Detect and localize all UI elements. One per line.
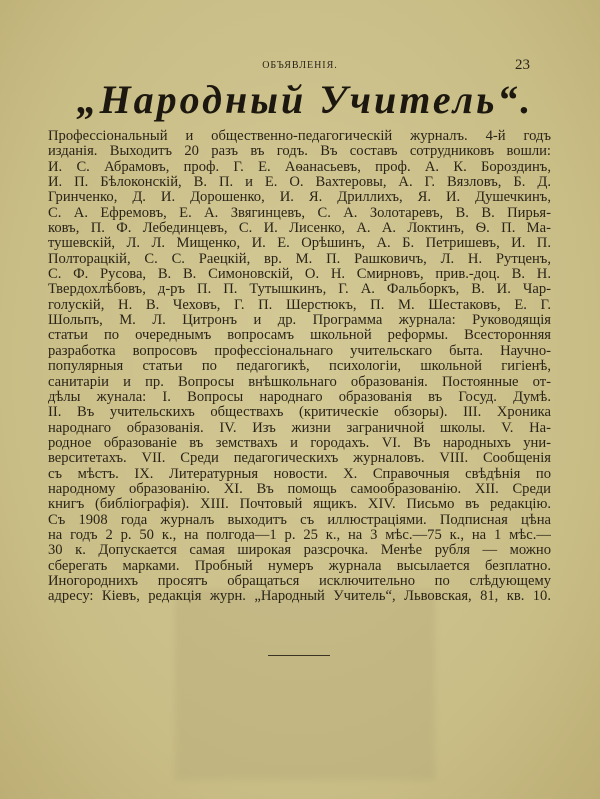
text-line: С. А. Ефремовъ, Е. А. Звягинцевъ, С. А. Золотаревъ, В. В. Пирья- xyxy=(48,205,551,221)
text-line: Иногороднихъ просятъ обращаться исключительно по слѣдующему xyxy=(48,573,551,589)
page-number: 23 xyxy=(515,57,530,73)
running-header: ОБЪЯВЛЕНІЯ. xyxy=(262,60,338,71)
text-line: на годъ 2 р. 50 к., на полгода—1 р. 25 к., на 3 мѣс.—75 к., на 1 мѣс.— xyxy=(48,527,551,543)
bleed-through-shadow xyxy=(175,590,435,780)
text-line: сберегать марками. Пробный нумеръ журнала высылается безплатно. xyxy=(48,558,551,574)
text-line: народному образованію. XI. Въ помощь самообразованію. XII. Среди xyxy=(48,481,551,497)
text-line: народнаго образованія. IV. Изъ жизни заграничной школы. V. На- xyxy=(48,420,551,436)
text-line: Гринченко, Д. И. Дорошенко, И. Я. Дриллихъ, Я. И. Душечкинъ, xyxy=(48,190,551,206)
text-line: книгъ (библіографія). XIII. Почтовый ящикъ. XIV. Письмо въ редакцію. xyxy=(48,497,551,513)
text-line: Твердохлѣбовъ, д-ръ П. П. Тутышкинъ, Г. А. Фальборкъ, В. И. Чар- xyxy=(48,282,551,298)
text-line: статьи по очереднымъ вопросамъ школьной реформы. Всесторонняя xyxy=(48,328,551,344)
text-line: верситетахъ. VII. Среди педагогическихъ журналовъ. VIII. Сообщенія xyxy=(48,451,551,467)
text-line: родное образованіе въ земствахъ и городахъ. VI. Въ народныхъ уни- xyxy=(48,435,551,451)
text-line: Съ 1908 года журналъ выходитъ съ иллюстраціями. Подписная цѣна xyxy=(48,512,551,528)
text-line: популярныя статьи по педагогикѣ, психологіи, школьной гигіенѣ, xyxy=(48,359,551,375)
text-line: санитаріи и пр. Вопросы внѣшкольнаго образованія. Постоянные от- xyxy=(48,374,551,390)
text-line: съ мѣстъ. IX. Литературныя новости. X. Справочныя свѣдѣнія по xyxy=(48,466,551,482)
text-line: С. Ф. Русова, В. В. Симоновскій, О. Н. Смирновъ, прив.-доц. В. Н. xyxy=(48,267,551,283)
advertisement-title: „Народный Учитель“. xyxy=(76,77,534,122)
text-line: голускій, Н. В. Чеховъ, Г. П. Шерстюкъ, П. М. Шестаковъ, Е. Г. xyxy=(48,297,551,313)
separator-rule xyxy=(268,655,330,656)
text-line: тушевскій, Л. Л. Мищенко, И. Е. Орѣшинъ, А. Б. Петришевъ, И. П. xyxy=(48,236,551,252)
text-line: дѣлы жунала: I. Вопросы народнаго образованія въ Госуд. Думѣ. xyxy=(48,389,551,405)
text-line: Шольпъ, М. Л. Цитронъ и др. Программа журнала: Руководящія xyxy=(48,313,551,329)
text-line: И. П. Бѣлоконскій, В. П. и Е. О. Вахтеровы, А. Г. Вязловъ, Б. Д. xyxy=(48,175,551,191)
text-line: Профессіональный и общественно-педагогическій журналъ. 4-й годъ xyxy=(48,129,551,144)
text-line: II. Въ учительскихъ обществахъ (критическіе обзоры). III. Хроника xyxy=(48,405,551,421)
text-line: Полторацкій, С. С. Раецкій, вр. М. П. Рашковичъ, Л. Н. Рутценъ, xyxy=(48,251,551,267)
text-line: адресу: Кіевъ, редакція журн. „Народный Учитель“, Львовская, 81, кв. 10. xyxy=(48,589,551,605)
text-line: 30 к. Допускается самая широкая разсрочка. Менѣе рубля — можно xyxy=(48,543,551,559)
advertisement-body xyxy=(48,129,551,605)
text-line: изданія. Выходитъ 20 разъ въ годъ. Въ составъ сотрудниковъ вошли: xyxy=(48,144,551,160)
text-line: ковъ, П. Ф. Лебединцевъ, С. И. Лисенко, А. А. Локтинъ, Ѳ. П. Ма- xyxy=(48,221,551,237)
text-line: разработка вопросовъ профессіональнаго учительскаго быта. Научно- xyxy=(48,343,551,359)
text-line: И. С. Абрамовъ, проф. Г. Е. Аѳанасьевъ, проф. А. К. Бороздинъ, xyxy=(48,159,551,175)
